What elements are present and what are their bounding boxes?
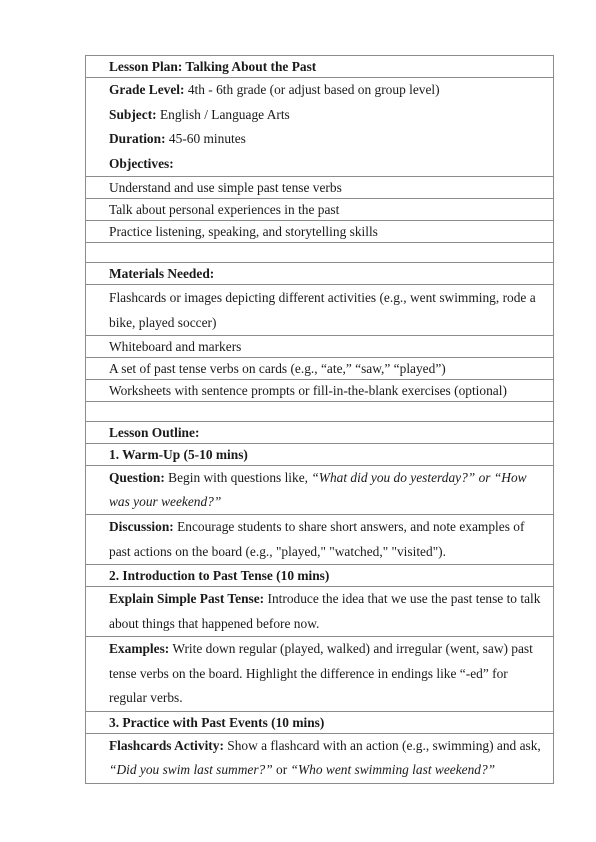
materials-item: Worksheets with sentence prompts or fill-in-the-blank exercises (optional) [86,380,554,402]
materials-item: Whiteboard and markers [86,336,554,358]
materials-heading-text: Materials Needed: [109,266,215,281]
spacer-row [86,402,554,422]
warmup-question [86,466,554,515]
grade-level-value: 4th - 6th grade (or adjust based on group level) [184,82,440,97]
spacer-row [86,243,554,263]
outline-heading [86,422,554,444]
duration-label: Duration: [109,131,166,146]
materials-heading [86,263,554,285]
intro-heading-text: 2. Introduction to Past Tense (10 mins) [109,568,330,583]
warmup-heading-text: 1. Warm-Up (5-10 mins) [109,447,248,462]
practice-flashcards [86,733,554,783]
objective-item: Talk about personal experiences in the past [86,199,554,221]
grade-level-line [109,78,546,103]
objective-item: Practice listening, speaking, and storytelling skills [86,221,554,243]
practice-heading-text: 3. Practice with Past Events (10 mins) [109,714,325,730]
intro-examples [86,637,554,712]
flash-text: Show a flashcard with an action (e.g., swimming) and ask, [223,737,541,753]
subject-value: English / Language Arts [156,106,290,122]
question-quote: “What did you do yesterday?” or “How was your weekend?” [109,470,527,509]
examples-text: Write down regular (played, walked) and irregular (went, saw) past tense verbs on the board. Highlight the difference in endings like “-ed” for regular verbs. [109,641,533,705]
lesson-title-text: Lesson Plan: Talking About the Past [109,59,317,74]
discussion-text: Encourage students to share short answers, and note examples of past actions on the board (e.g., "played," "watched," "visited"). [109,519,525,559]
lesson-title [86,56,554,78]
explain-label: Explain Simple Past Tense: [109,591,265,606]
objectives-line [109,152,546,177]
lesson-info-cell [86,78,554,177]
question-label: Question: [109,470,165,485]
subject-label: Subject: [109,106,157,122]
materials-item: Flashcards or images depicting different activities (e.g., went swimming, rode a bike, played soccer) [86,285,554,336]
grade-level-label: Grade Level: [109,82,185,97]
question-text: Begin with questions like, [164,470,312,485]
explain-text: Introduce the idea that we use the past tense to talk about things that happened before now. [109,591,541,631]
materials-item: A set of past tense verbs on cards (e.g., “ate,” “saw,” “played”) [86,358,554,380]
subject-line [109,103,546,128]
flash-quote-1: “Did you swim last summer?” [109,762,273,777]
objective-item: Understand and use simple past tense verbs [86,177,554,199]
examples-label: Examples: [109,641,170,656]
warmup-heading [86,444,554,466]
lesson-plan-table [85,55,554,784]
flash-quote-2: “Who went swimming last weekend?” [290,762,496,777]
outline-heading-text: Lesson Outline: [109,425,200,440]
flash-mid: or [272,762,291,777]
intro-explain [86,587,554,637]
warmup-discussion [86,515,554,565]
discussion-label: Discussion: [109,519,174,534]
practice-heading [86,711,554,733]
flash-label: Flashcards Activity: [109,737,224,753]
duration-value: 45-60 minutes [165,131,246,146]
duration-line [109,127,546,152]
intro-heading [86,565,554,587]
objectives-label: Objectives: [109,155,174,171]
